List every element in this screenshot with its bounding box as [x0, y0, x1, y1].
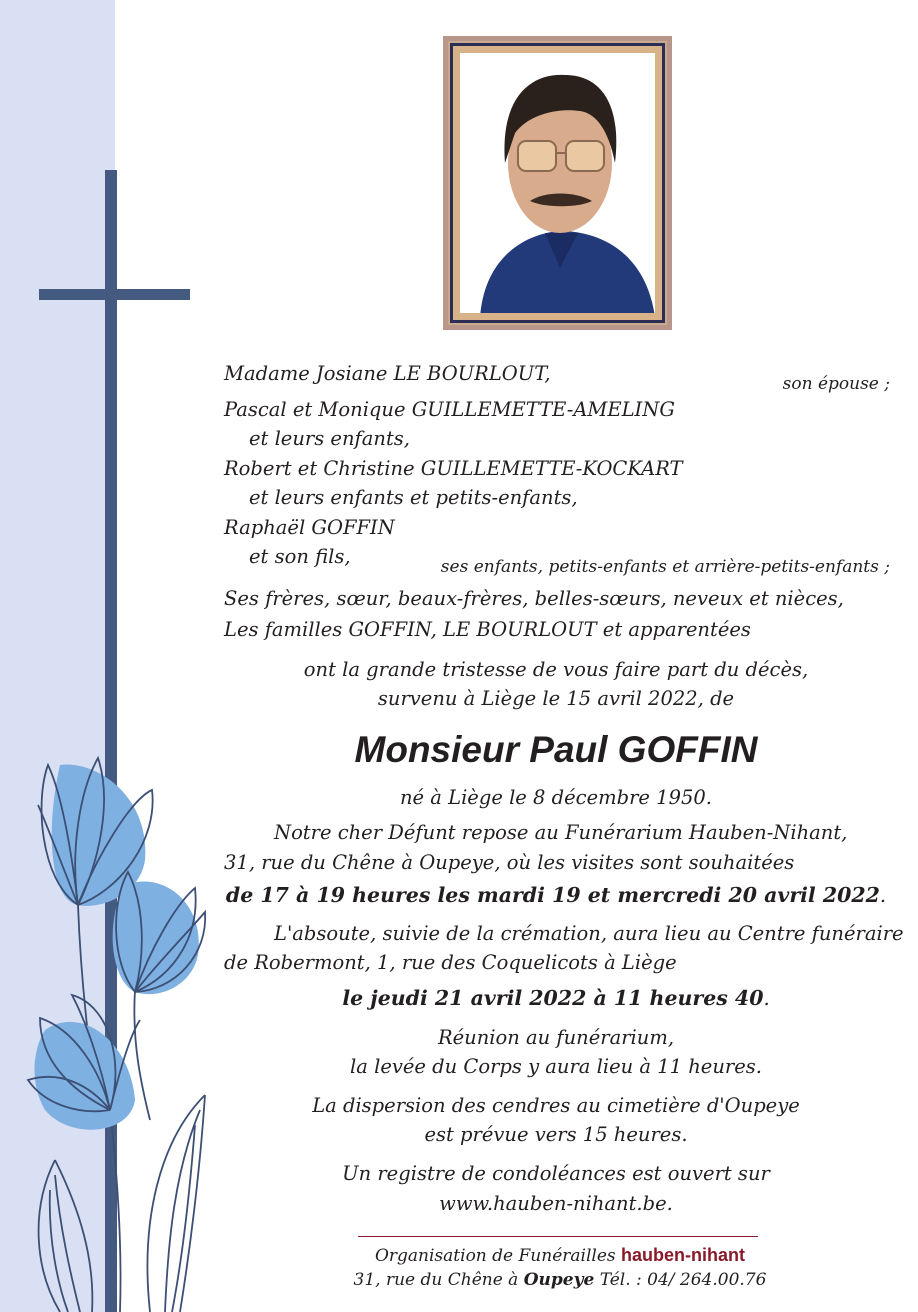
footer-org: [300, 1243, 820, 1268]
cross-vertical-bar: [105, 170, 117, 1312]
child3-line: Raphaël GOFFIN: [224, 516, 395, 539]
visitation-dates-end: .: [879, 884, 887, 907]
announcement-line1: ont la grande tristesse de vous faire part du décès,: [303, 658, 809, 681]
visitation-line1: Notre cher Défunt repose au Funérarium Hauben-Nihant,: [274, 821, 848, 844]
register-url[interactable]: www.hauben-nihant.be.: [439, 1192, 673, 1215]
footer-phone: Tél. : 04/ 264.00.76: [599, 1270, 767, 1290]
children-role: ses enfants, petits-enfants et arrière-petits-enfants ;: [440, 557, 890, 577]
dispersal-line1: La dispersion des cendres au cimetière d'Oupeye: [312, 1094, 800, 1117]
announcement-line2: survenu à Liège le 15 avril 2022, de: [377, 687, 735, 710]
footer-town: Oupeye: [523, 1270, 595, 1290]
decoration-art: [0, 0, 230, 1312]
portrait-frame: [443, 36, 672, 330]
footer-address: [300, 1268, 820, 1292]
child1-sub: et leurs enfants,: [249, 427, 410, 450]
glasses-right: [566, 141, 604, 171]
child2-line: Robert et Christine GUILLEMETTE-KOCKART: [224, 457, 683, 480]
ceremony-line1: L'absoute, suivie de la crémation, aura lieu au Centre funéraire: [274, 922, 904, 945]
deceased-name: Monsieur Paul GOFFIN: [354, 729, 758, 770]
register-line1: Un registre de condoléances est ouvert sur: [342, 1162, 770, 1185]
visitation-line2: 31, rue du Chêne à Oupeye, où les visites sont souhaitées: [224, 851, 795, 874]
meeting-line2: la levée du Corps y aura lieu à 11 heures.: [350, 1055, 762, 1078]
brand-logo: hauben-nihant: [621, 1245, 746, 1265]
latin-cross-icon: [39, 170, 190, 1312]
ceremony-line2: de Robermont, 1, rue des Coquelicots à Liège: [224, 951, 677, 974]
dispersal-line2: est prévue vers 15 heures.: [424, 1123, 688, 1146]
ceremony-date: [224, 986, 888, 1011]
child2-sub: et leurs enfants et petits-enfants,: [249, 486, 578, 509]
child3-sub: et son fils,: [249, 545, 351, 568]
child1-line: Pascal et Monique GUILLEMETTE-AMELING: [224, 398, 675, 421]
visitation-dates-text: de 17 à 19 heures les mardi 19 et mercredi 20 avril 2022: [225, 883, 880, 907]
footer-divider: [358, 1236, 758, 1237]
footer-address-prefix: 31, rue du Chêne à: [353, 1270, 519, 1290]
glasses-left: [518, 141, 556, 171]
ceremony-date-end: .: [763, 987, 770, 1010]
ceremony-date-text: le jeudi 21 avril 2022 à 11 heures 40: [342, 986, 764, 1010]
footer-org-prefix: Organisation de Funérailles: [374, 1246, 616, 1266]
birth-line: né à Liège le 8 décembre 1950.: [400, 786, 712, 809]
wife-role: son épouse ;: [782, 374, 890, 394]
visitation-dates: [224, 883, 888, 908]
siblings-line: Ses frères, sœur, beaux-frères, belles-sœurs, neveux et nièces,: [224, 587, 844, 610]
families-line: Les familles GOFFIN, LE BOURLOUT et apparentées: [224, 618, 751, 641]
wife-line: Madame Josiane LE BOURLOUT,: [224, 362, 551, 385]
meeting-line1: Réunion au funérarium,: [437, 1026, 675, 1049]
cross-horizontal-bar: [39, 289, 190, 300]
portrait-photo: [460, 53, 655, 313]
